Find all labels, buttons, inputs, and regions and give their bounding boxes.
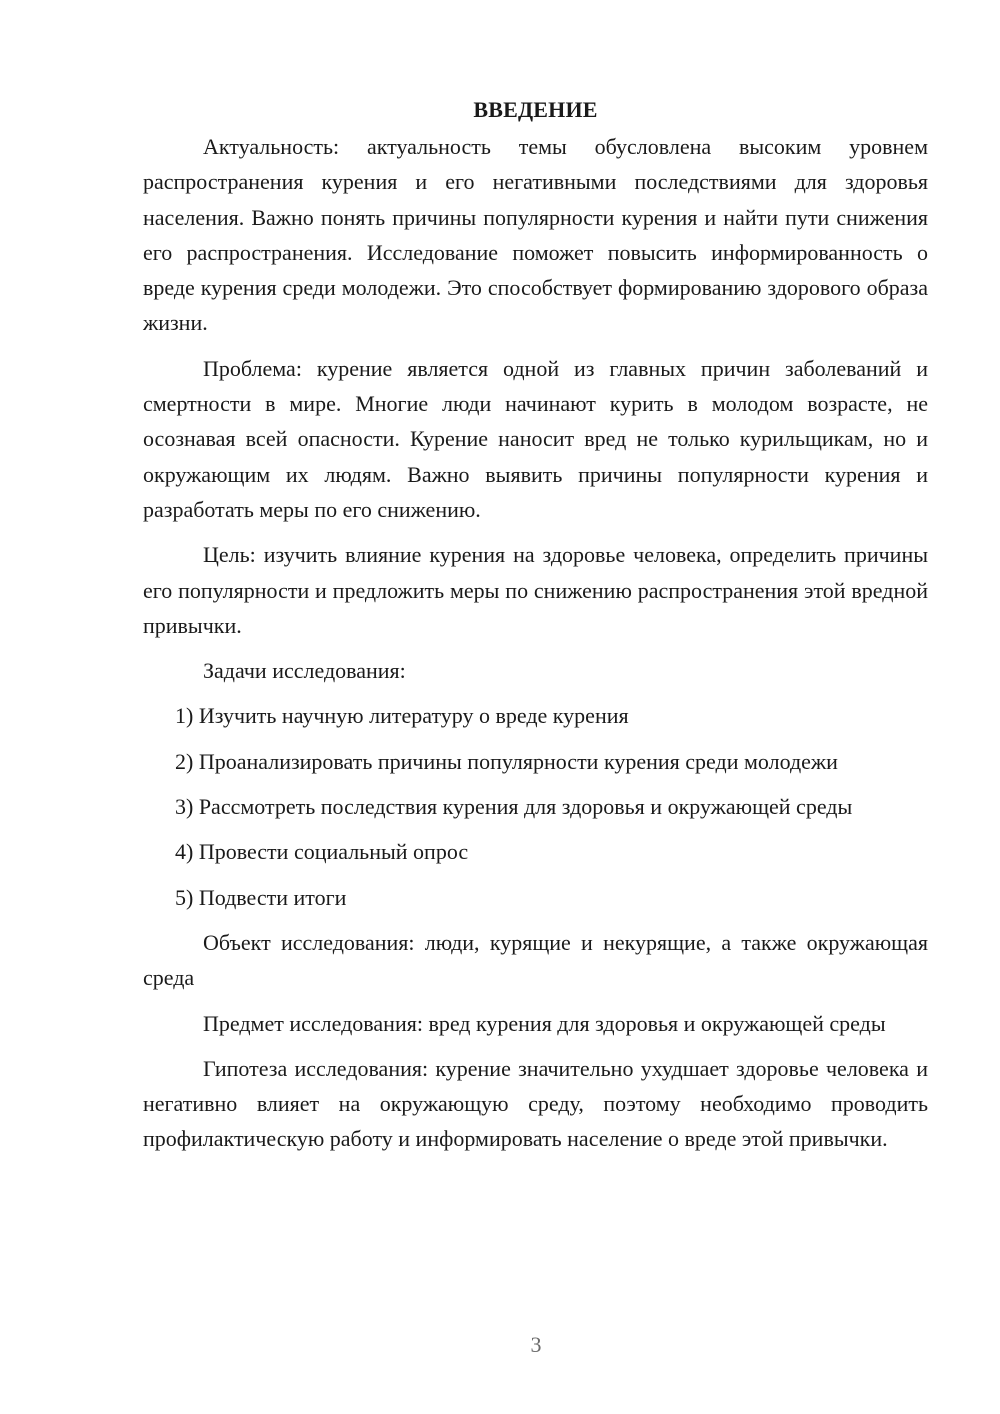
paragraph-problem: Проблема: курение является одной из главных причин заболеваний и смертности в мире. Многие люди начинают курить в молодом возрасте, не осознавая всей опасности. Курение наносит вред не только курильщикам, но и окружающим их людям. Важно выявить причины популярности курения и разработать меры по его снижению.	[143, 355, 928, 522]
paragraph-goal: Цель: изучить влияние курения на здоровье человека, определить причины его популярности и предложить меры по снижению распространения этой вредной привычки.	[143, 542, 928, 638]
task-item: 5) Подвести итоги	[175, 884, 347, 910]
tasks-heading: Задачи исследования:	[203, 658, 406, 684]
task-item: 4) Провести социальный опрос	[175, 839, 469, 865]
paragraph-subject: Предмет исследования: вред курения для здоровья и окружающей среды	[203, 1010, 886, 1036]
task-item: 3) Рассмотреть последствия курения для здоровья и окружающей среды	[175, 794, 853, 820]
paragraph-relevance: Актуальность: актуальность темы обусловлена высоким уровнем распространения курения и его негативными последствиями для здоровья населения. Важно понять причины популярности курения и найти пути снижения его распространения. Исследование поможет повысить информированность о вреде курения среди молодежи. Это способствует формированию здорового образа жизни.	[143, 134, 928, 336]
paragraph-object: Объект исследования: люди, курящие и некурящие, а также окружающая среда	[143, 929, 928, 991]
document-page	[143, 92, 928, 1167]
task-item: 1) Изучить научную литературу о вреде курения	[175, 703, 629, 729]
task-item: 2) Проанализировать причины популярности курения среди молодежи	[175, 748, 838, 774]
paragraph-hypothesis: Гипотеза исследования: курение значительно ухудшает здоровье человека и негативно влияет на окружающую среду, поэтому необходимо проводить профилактическую работу и информировать население о вреде этой привычки.	[143, 1055, 928, 1152]
page-number: 3	[530, 1332, 542, 1357]
page-title: ВВЕДЕНИЕ	[473, 97, 598, 122]
